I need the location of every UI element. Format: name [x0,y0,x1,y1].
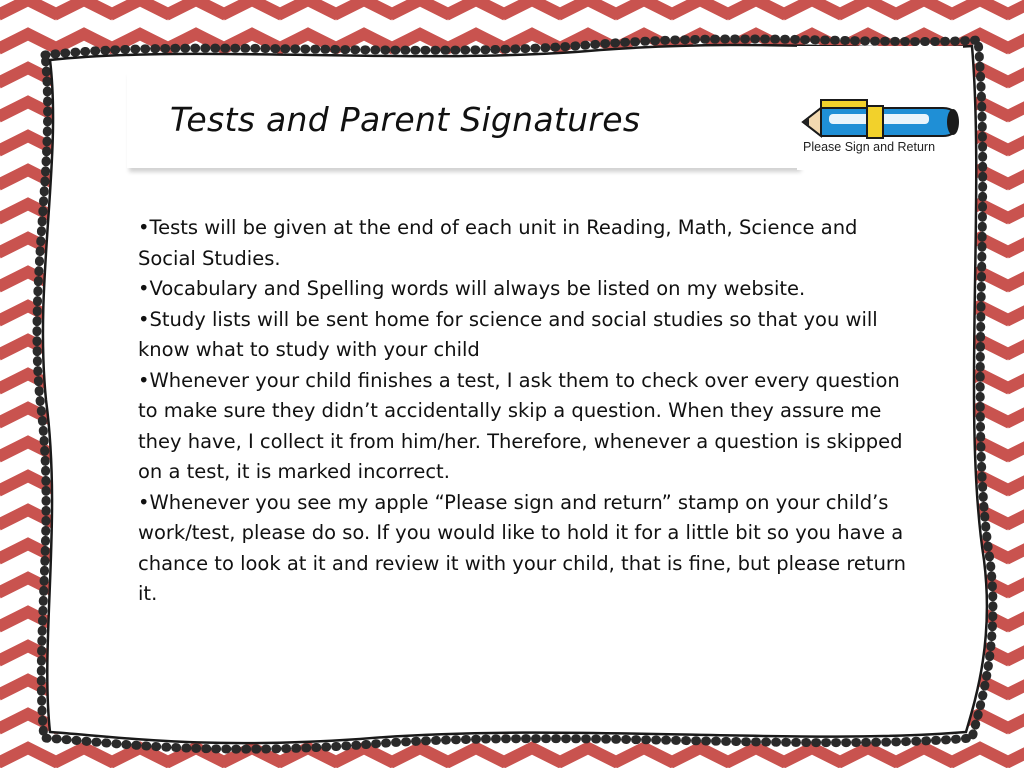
stamp-label: Please Sign and Return [803,140,936,154]
bullet-item: •Whenever you see my apple “Please sign and return” stamp on your child’s work/test, please do so. If you would like to hold it for a little bit so you have a chance to look at it and review it with your child, that is fine, but please return it. [138,490,906,605]
bullet-item: •Tests will be given at the end of each unit in Reading, Math, Science and Social Studies. [138,216,858,270]
page-title: Tests and Parent Signatures [170,100,641,139]
bullet-item: •Whenever your child finishes a test, I ask them to check over every question to make sure they didn’t accidentally skip a question. When they assure me they have, I collect it from him/her. Therefore, whenever a question is skipped on a test, it is marked incorrect. [138,368,903,483]
bullet-list [138,213,908,610]
bullet-item: •Study lists will be sent home for science and social studies so that you will know what to study with your child [138,307,878,361]
bullet-item: •Vocabulary and Spelling words will always be listed on my website. [138,277,806,300]
